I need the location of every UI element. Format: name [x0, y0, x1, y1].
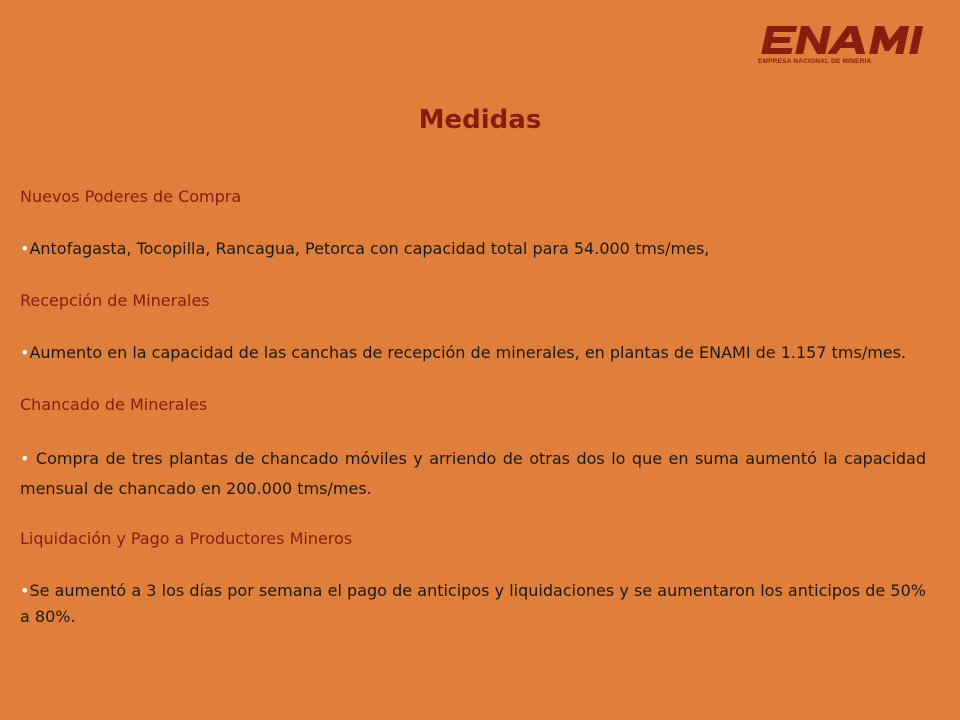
section-text: Se aumentó a 3 los días por semana el pago de anticipos y liquidaciones y se aumentaron los anticipos de 50% a 80%. [20, 581, 926, 626]
page-title: Medidas [418, 105, 542, 135]
logo-subtitle: EMPRESA NACIONAL DE MINERIA [758, 58, 872, 65]
enami-logo [756, 22, 936, 66]
bullet-icon: • [20, 343, 30, 362]
section-heading-recepcion: Recepción de Minerales [20, 291, 210, 310]
section-text: Antofagasta, Tocopilla, Rancagua, Petorca con capacidad total para 54.000 tms/mes, [29, 239, 710, 258]
section-heading-poderes-compra: Nuevos Poderes de Compra [20, 187, 242, 206]
section-text-liquidacion [20, 578, 926, 630]
section-text-chancado [20, 444, 926, 504]
content-body [20, 184, 926, 630]
section-text-poderes-compra [20, 236, 926, 262]
section-text: Compra de tres plantas de chancado móviles y arriendo de otras dos lo que en suma aumentó la capacidad mensual de chancado en 200.000 tms/mes. [20, 449, 926, 498]
section-text-recepcion [20, 340, 926, 366]
bullet-icon: • [20, 449, 30, 468]
bullet-icon: • [20, 581, 30, 600]
section-heading-chancado: Chancado de Minerales [20, 395, 208, 414]
section-heading-liquidacion: Liquidación y Pago a Productores Mineros [20, 529, 353, 548]
enami-wordmark-graphic [756, 22, 936, 58]
bullet-icon: • [20, 239, 30, 258]
section-text: Aumento en la capacidad de las canchas de recepción de minerales, en plantas de ENAMI de 1.157 tms/mes. [29, 343, 907, 362]
